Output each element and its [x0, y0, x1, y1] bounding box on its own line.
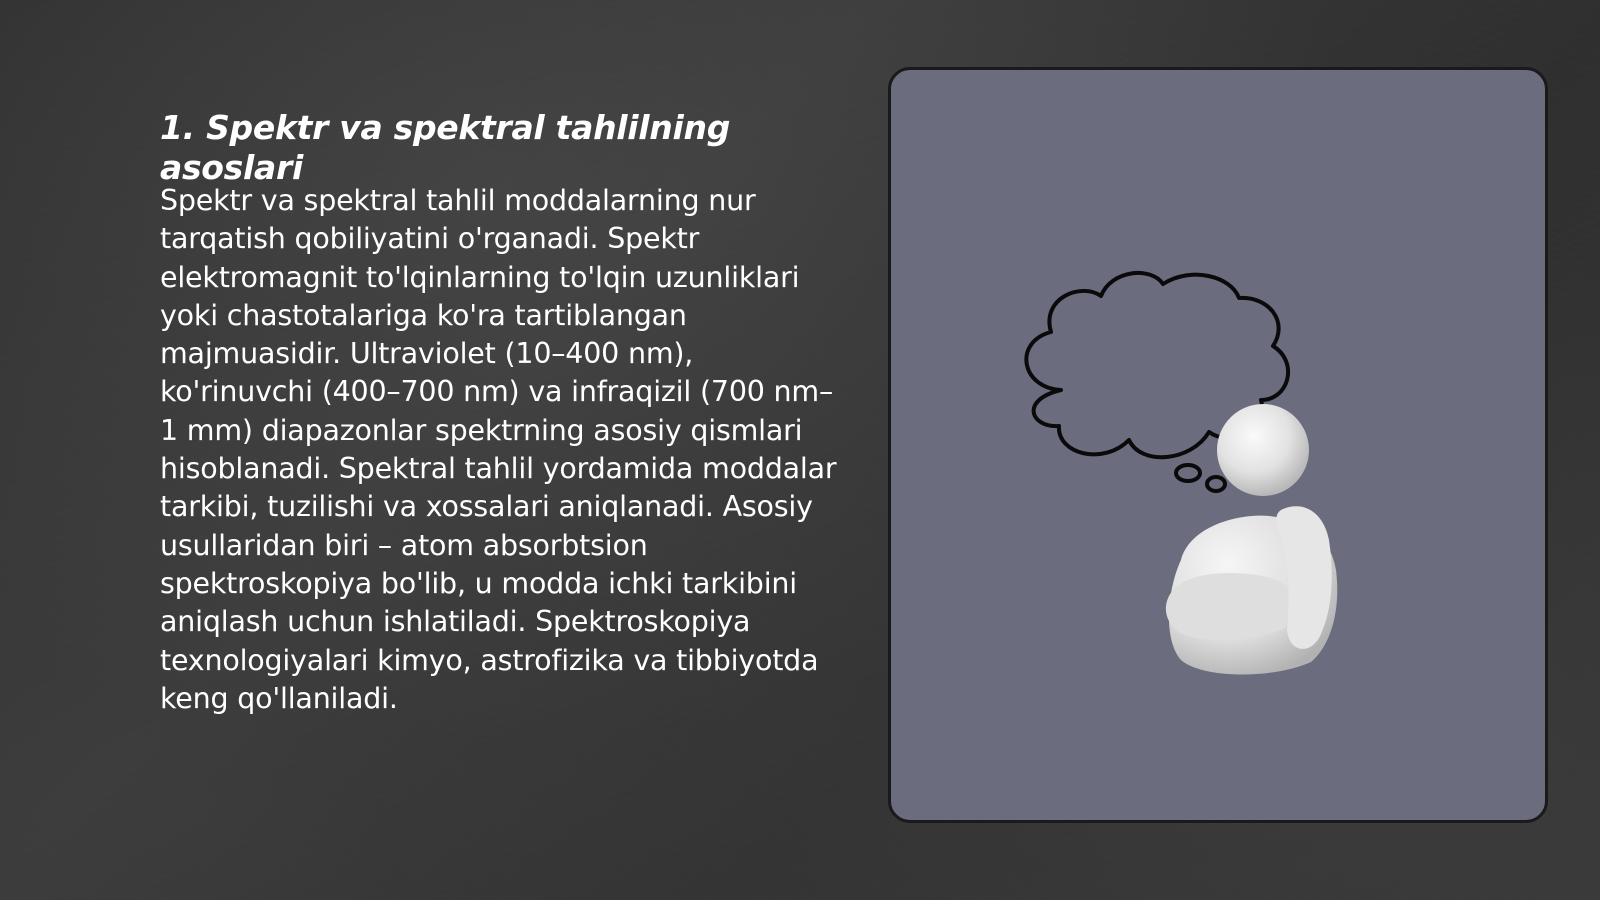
thinking-person-icon [891, 70, 1551, 826]
slide-title: 1. Spektr va spektral tahlilning asoslari [160, 108, 731, 187]
image-panel [888, 67, 1548, 823]
figure-head [1217, 404, 1309, 496]
figure-arm [1166, 573, 1296, 640]
text-content [160, 108, 840, 718]
slide-body-text: Spektr va spektral tahlil moddalarning nur tarqatish qobiliyatini o'rganadi. Spektr elektromagnit to'lqinlarning to'lqin uzunliklari yoki chastotalariga ko'ra tartiblangan majmuasidir. Ultraviolet (10–400 nm), ko'rinuvchi (400–700 nm) va infraqizil (700 nm–1 mm) diapazonlar spektrning asosiy qismlari hisoblanadi. Spektral tahlil yordamida moddalar tarkibi, tuzilishi va xossalari aniqlanadi. Asosiy usullaridan biri – atom absorbtsion spektroskopiya bo'lib, u modda ichki tarkibini aniqlash uchun ishlatiladi. Spektroskopiya texnologiyalari kimyo, astrofizika va tibbiyotda keng qo'llaniladi. [160, 184, 837, 715]
